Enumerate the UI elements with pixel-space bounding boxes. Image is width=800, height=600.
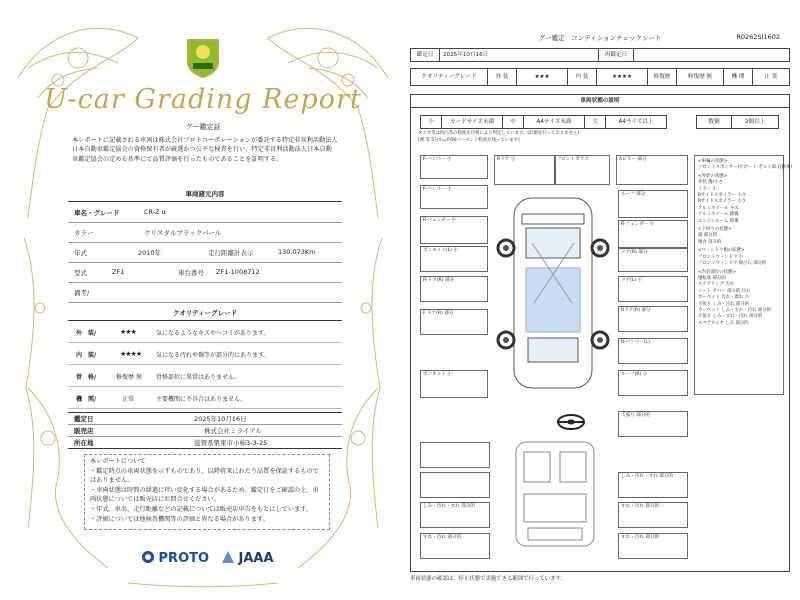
legend-item: アルミホイール キズ: [698, 205, 739, 211]
legend-item: カーペット 汚れ・擦れ 小: [698, 295, 750, 301]
condition-check-sheet-page: [406, 8, 794, 596]
legend-item: 外装 傷/小さ: [698, 180, 723, 186]
grading-report-page: [8, 8, 398, 596]
exterior-condition-box: R-フェンダー 小: [420, 216, 488, 244]
sheet-footer-note: 車両状態の確認は、停止状態で実施できる範囲で行っています。: [410, 576, 566, 582]
vehicle-section-title: 車両諸元内容: [185, 190, 225, 198]
size-cell: 大: [584, 115, 606, 129]
legend-heading: <ウィンドウ類の状態>: [698, 248, 745, 254]
color-value: クリスタルブラックパール: [144, 229, 222, 237]
remarks-row: [68, 282, 342, 302]
model-label: 型式: [74, 269, 87, 277]
size-cell: 2個以上: [731, 115, 779, 129]
exterior-condition-box: F-バンパー 小: [420, 185, 488, 209]
interior-condition-box: 天張り 部分的: [618, 411, 688, 437]
mileage-value: 130,073Km: [278, 248, 316, 256]
legend-item: フロントウィンドウ 小: [698, 254, 744, 260]
legend-item: スペアタイヤ しみ 部分的: [698, 320, 749, 326]
note-item: ・車両状態は時間の経過に伴い変化する場合があるため、鑑定日をご確認の上、車両状態については販売店にお問合せください。: [90, 486, 319, 504]
legend-item: ステアリング 汚れ: [698, 282, 735, 288]
condition-legend: [698, 157, 792, 327]
exterior-condition-box: R-フェンダー 小: [618, 220, 688, 248]
grade-value: 修復歴 無: [116, 374, 142, 381]
vehicle-color-row: [68, 222, 342, 242]
grade-row-engine: [68, 387, 342, 409]
exterior-condition-box: フロントガラス: [554, 155, 610, 185]
vehicle-model-row: [68, 262, 342, 282]
legend-heading: <内装部位の状態>: [698, 269, 737, 275]
notes-title: 本レポートについて: [90, 458, 146, 465]
legend-item: Rサイドスポイラー 小さ: [698, 199, 747, 205]
goo-appraisal-emblem-icon: [184, 36, 222, 78]
exterior-condition-box: ルーフ 部分: [618, 190, 688, 218]
jaaa-logo-mark-icon: [222, 551, 234, 563]
grade-description: 気になる汚れや傷等が部分的にあります。: [156, 352, 270, 359]
grade-label: 内 装/: [76, 352, 97, 359]
exterior-condition-box: Rドア 小: [494, 155, 556, 185]
interior-condition-box: [420, 472, 490, 498]
legend-item: シート カバー 部分的 汚れ: [698, 288, 751, 294]
interior-value-cell: ★★★★: [596, 68, 648, 86]
grade-stars: ★★★★: [120, 350, 142, 358]
engine-value-cell: 正 常: [752, 68, 790, 86]
interior-condition-box: すれ・汚れ 部分的: [420, 533, 490, 559]
report-title: U-car Grading Report: [44, 84, 362, 115]
exterior-condition-box: ボンネット(L) 小: [420, 246, 488, 272]
size-cell: カードサイズ未満: [441, 115, 503, 129]
recheck-value-cell: [633, 48, 790, 62]
repair-value-cell: 修復歴 無: [676, 68, 724, 86]
legend-item: ミラー 小: [698, 186, 717, 192]
vehicle-year-row: [68, 242, 342, 262]
divider: [68, 302, 342, 303]
size-cell: 小: [420, 115, 442, 129]
exterior-condition-box: ドア(R) 部分: [618, 248, 688, 272]
address-row: [68, 436, 342, 448]
interior-label-cell: 内 装: [567, 68, 597, 86]
legend-item: アルミホイール 擦傷: [698, 212, 739, 218]
sheet-title: グー鑑定 コンディションチェックシート: [538, 34, 662, 42]
legend-item: エンジンルーム 擦傷: [698, 218, 739, 224]
status-header: 車両状態の説明: [410, 94, 790, 108]
quality-section-title: クオリティーグレード: [172, 309, 238, 317]
legend-item: フロントウィンドウ 飛び石 部分的: [698, 261, 767, 267]
grade-description: 気になるようなキズやヘコミがあります。: [156, 330, 270, 337]
recheck-label-cell: 再鑑定日: [598, 48, 634, 62]
year-label: 年式: [74, 249, 87, 257]
legend-item: フロントスポンサー(サポート-ボルト部 自動車): [698, 165, 793, 171]
jaaa-logo: [222, 551, 274, 566]
grade-description: 主要機関に不具合はありません。: [156, 396, 247, 403]
legend-heading: <車輪の状態>: [698, 159, 728, 164]
intro-text: 本レポートに記載される車両は株式会社プロトコーポレーションが委託する特定非営利活動法人日本自動車鑑定協会の資格保有者が厳選かつ公平な検査を行い、特定非営利活動法人日本自動車鑑定協会の定める基準にて品質評価を行ったものであることを証明する。: [72, 137, 338, 163]
legend-item: Rサイドスポイラー 小さ: [698, 193, 747, 199]
store-value: 株式会社ミライアル: [204, 427, 262, 435]
store-label: 販売店: [74, 427, 94, 435]
color-label: カラー: [74, 229, 94, 237]
grade-value: 正常: [122, 396, 135, 403]
exterior-condition-box: R-バンパー(L): [618, 338, 688, 364]
address-value: 滋賀県栗東市小柿3-3-25: [194, 439, 268, 447]
chassis-label: 車台番号: [178, 269, 204, 277]
size-cell: 数個: [696, 115, 732, 129]
vehicle-name-value: CR-Z α: [144, 208, 166, 216]
interior-condition-box: しみ・汚れ・すれ 部分的: [618, 472, 688, 498]
legend-item: 腐食 部分的: [698, 239, 722, 245]
year-value: 2010年: [138, 249, 162, 257]
remarks-label: 備考/: [74, 289, 90, 297]
proto-logo: [142, 551, 209, 566]
grade-row-frame: [68, 365, 342, 387]
note-item: ・年式、車名、走行距離などの記載については販売店申告をもとにしています。: [90, 505, 313, 513]
appraisal-date-row: [68, 412, 342, 424]
car-interior-diagram: [506, 438, 604, 550]
address-label: 所在地: [74, 439, 94, 447]
certificate-name: グー鑑定証: [185, 123, 221, 131]
note-item: ・評価については他検査機関等の評価と異なる場合があります。: [90, 515, 269, 523]
grade-row-exterior: [68, 321, 342, 343]
appraisal-date-value: 2025年10月16日: [194, 415, 247, 423]
grade-label: 外 装/: [76, 330, 97, 337]
size-note-example: [例 等 5分山=約50パーセント程度が残っています]: [418, 138, 520, 143]
interior-condition-box: [420, 442, 490, 468]
appraisal-date-label: 鑑定日: [74, 415, 94, 423]
quality-label-cell: クオリティーグレード: [410, 68, 488, 86]
interior-condition-box: すれ・汚れ 部分的: [618, 502, 688, 528]
steering-wheel-icon: [556, 413, 586, 431]
legend-item: 運転席 部分的: [698, 275, 726, 281]
size-note: タイヤ等は凹凸等の程度を目視により判定しています。(計測を行っておりません): [418, 131, 580, 136]
model-value: ZF1: [112, 268, 125, 276]
legend-heading: <外装の状態>: [698, 173, 728, 179]
interior-condition-box: しみ・汚れ・すれ 部分的: [420, 502, 490, 528]
vehicle-name-label: 車名・グレード: [74, 209, 120, 217]
size-cell: 中: [502, 115, 524, 129]
grade-description: 骨格部位に異常はありません。: [156, 374, 241, 381]
car-top-view-diagram: [492, 188, 614, 398]
chassis-value: ZF1-1008712: [216, 268, 260, 276]
proto-logo-text: PROTO: [158, 551, 210, 566]
size-cell: A4サイズ未満: [523, 115, 585, 129]
interior-condition-box: すれ・汚れ 部分的: [618, 533, 688, 559]
exterior-condition-box: F-バンパー 小: [420, 155, 488, 179]
exterior-condition-box: Rドア(R) 部分: [618, 306, 688, 332]
exterior-condition-box: F ドア(R) 部分: [420, 309, 488, 335]
legend-item: 天張り しみ・すれ・汚れ 部分的: [698, 314, 763, 320]
exterior-label-cell: 外 装: [487, 68, 517, 86]
exterior-condition-box: R-ドア(R) 部分: [420, 276, 488, 302]
divider: [68, 448, 342, 449]
exterior-condition-box: ドア(L) 小: [618, 276, 688, 302]
store-row: [68, 424, 342, 436]
exterior-value-cell: ★★★: [516, 68, 568, 86]
legend-item: 錆 部分的: [698, 233, 717, 239]
date-label-cell: 鑑定日: [410, 48, 440, 62]
legend-heading: <下回りの状態>: [698, 227, 732, 233]
grade-label: 骨 格/: [76, 374, 97, 381]
legend-item: カーペット しみ・すれ・汚れ 部分的: [698, 307, 772, 313]
date-value-cell: 2025年10月16日: [439, 48, 599, 62]
exterior-condition-box: ルーフ(R) 小: [618, 370, 688, 396]
size-cell: A4サイズ以上: [605, 115, 667, 129]
mileage-label: 走行距離計表示: [208, 249, 254, 257]
exterior-condition-box: Aピラー 部分: [616, 155, 688, 185]
legend-item: 天張り しみ・汚れ 部分的: [698, 301, 750, 307]
repair-label-cell: 修復歴: [647, 68, 677, 86]
vehicle-name-row: [68, 202, 342, 222]
engine-label-cell: 機 関: [723, 68, 753, 86]
note-item: ・鑑定時点の車両状態を示すものであり、以降将来にわたり品質を保証するものではありません。: [90, 467, 319, 485]
proto-logo-mark-icon: [142, 551, 154, 563]
grade-row-interior: [68, 343, 342, 365]
exterior-condition-box: ボンネット 小: [420, 370, 488, 398]
report-notes-box: [84, 454, 330, 530]
jaaa-logo-text: JAAA: [238, 551, 274, 566]
sheet-id: R0262SI1602: [736, 33, 780, 41]
grade-label: 機 関/: [76, 396, 97, 403]
grade-stars: ★★★: [120, 328, 136, 336]
